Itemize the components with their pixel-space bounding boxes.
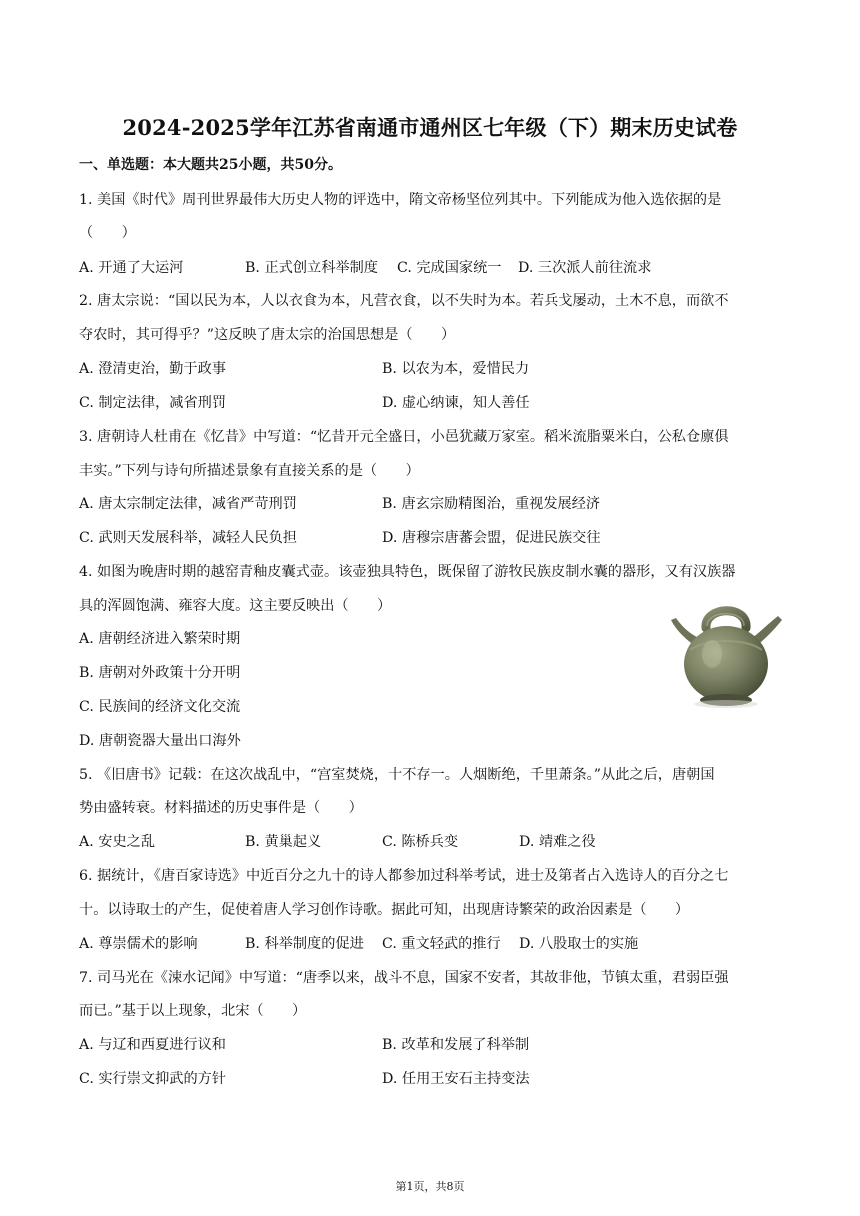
question-5-option-c: C. 陈桥兵变 bbox=[382, 834, 459, 850]
question-1-option-a: A. 开通了大运河 bbox=[79, 260, 184, 276]
question-4-option-a: A. 唐朝经济进入繁荣时期 bbox=[79, 631, 241, 647]
question-7-option-a: A. 与辽和西夏进行议和 bbox=[79, 1037, 226, 1053]
question-1-stem: 1. 美国《时代》周刊世界最伟大历史人物的评选中，隋文帝杨坚位列其中。下列能成为他入选依据的是 bbox=[79, 192, 722, 208]
question-4-option-c: C. 民族间的经济文化交流 bbox=[79, 699, 241, 715]
question-6-option-c: C. 重文轻武的推行 bbox=[382, 936, 501, 952]
question-5-stem-cont: 势由盛转衰。材料描述的历史事件是（ ） bbox=[79, 800, 363, 816]
page-footer: 第1页，共8页 bbox=[395, 1180, 465, 1193]
question-7-option-b: B. 改革和发展了科举制 bbox=[382, 1037, 530, 1053]
question-3-stem: 3. 唐朝诗人杜甫在《忆昔》中写道：“忆昔开元全盛日，小邑犹藏万家室。稻米流脂粟米白，公私仓廪俱 bbox=[79, 429, 729, 445]
question-7-option-d: D. 任用王安石主持变法 bbox=[382, 1071, 530, 1087]
question-1-option-b: B. 正式创立科举制度 bbox=[245, 260, 378, 276]
question-6-option-a: A. 尊崇儒术的影响 bbox=[79, 936, 198, 952]
question-1-option-c: C. 完成国家统一 bbox=[397, 260, 502, 276]
question-3-option-d: D. 唐穆宗唐蕃会盟，促进民族交往 bbox=[382, 530, 601, 546]
question-6-option-b: B. 科举制度的促进 bbox=[245, 936, 364, 952]
question-3-option-b: B. 唐玄宗励精图治，重视发展经济 bbox=[382, 496, 601, 512]
page-title: 2024-2025学年江苏省南通市通州区七年级（下）期末历史试卷 bbox=[122, 115, 738, 140]
question-5-option-d: D. 靖难之役 bbox=[519, 834, 596, 850]
celadon-teapot-image bbox=[668, 598, 784, 716]
question-7-option-c: C. 实行崇文抑武的方针 bbox=[79, 1071, 227, 1087]
question-7-stem-cont: 而已。”基于以上现象，北宋（ ） bbox=[79, 1003, 307, 1019]
question-3-option-c: C. 武则天发展科举，减轻人民负担 bbox=[79, 530, 297, 546]
question-5-option-a: A. 安史之乱 bbox=[79, 834, 156, 850]
question-7-stem: 7. 司马光在《涑水记闻》中写道：“唐季以来，战斗不息，国家不安者，其故非他，节镇太重，君弱臣强 bbox=[79, 970, 729, 986]
question-2-option-a: A. 澄清吏治，勤于政事 bbox=[79, 361, 226, 377]
question-6-option-d: D. 八股取士的实施 bbox=[519, 936, 639, 952]
question-4-option-d: D. 唐朝瓷器大量出口海外 bbox=[79, 733, 241, 749]
question-3-option-a: A. 唐太宗制定法律，减省严苛刑罚 bbox=[79, 496, 297, 512]
question-2-stem: 2. 唐太宗说：“国以民为本，人以衣食为本，凡营衣食，以不失时为本。若兵戈屡动，土木不息，而欲不 bbox=[79, 293, 729, 309]
question-1-option-d: D. 三次派人前往流求 bbox=[518, 260, 652, 276]
question-2-option-b: B. 以农为本，爱惜民力 bbox=[382, 361, 530, 377]
question-2-stem-cont: 夺农时，其可得乎？”这反映了唐太宗的治国思想是（ ） bbox=[79, 327, 456, 343]
question-5-stem: 5. 《旧唐书》记载：在这次战乱中，“宫室焚烧，十不存一。人烟断绝，千里萧条。”从此之后，唐朝国 bbox=[79, 767, 715, 783]
question-3-stem-cont: 丰实。”下列与诗句所描述景象有直接关系的是（ ） bbox=[79, 463, 420, 479]
question-5-option-b: B. 黄巢起义 bbox=[245, 834, 322, 850]
question-6-stem: 6. 据统计，《唐百家诗选》中近百分之九十的诗人都参加过科举考试，进士及第者占入选诗人的百分之七 bbox=[79, 868, 729, 884]
section-header: 一、单选题：本大题共25小题，共50分。 bbox=[79, 157, 342, 173]
question-1-stem-cont: （ ） bbox=[79, 225, 136, 241]
question-4-option-b: B. 唐朝对外政策十分开明 bbox=[79, 665, 241, 681]
question-4-stem-cont: 具的浑圆饱满、雍容大度。这主要反映出（ ） bbox=[79, 598, 392, 614]
question-2-option-d: D. 虚心纳谏，知人善任 bbox=[382, 395, 530, 411]
question-6-stem-cont: 十。以诗取士的产生，促使着唐人学习创作诗歌。据此可知，出现唐诗繁荣的政治因素是（ ） bbox=[79, 902, 690, 918]
question-2-option-c: C. 制定法律，减省刑罚 bbox=[79, 395, 227, 411]
question-4-stem: 4. 如图为晚唐时期的越窑青釉皮囊式壶。该壶独具特色，既保留了游牧民族皮制水囊的器形，又有汉族器 bbox=[79, 564, 736, 580]
